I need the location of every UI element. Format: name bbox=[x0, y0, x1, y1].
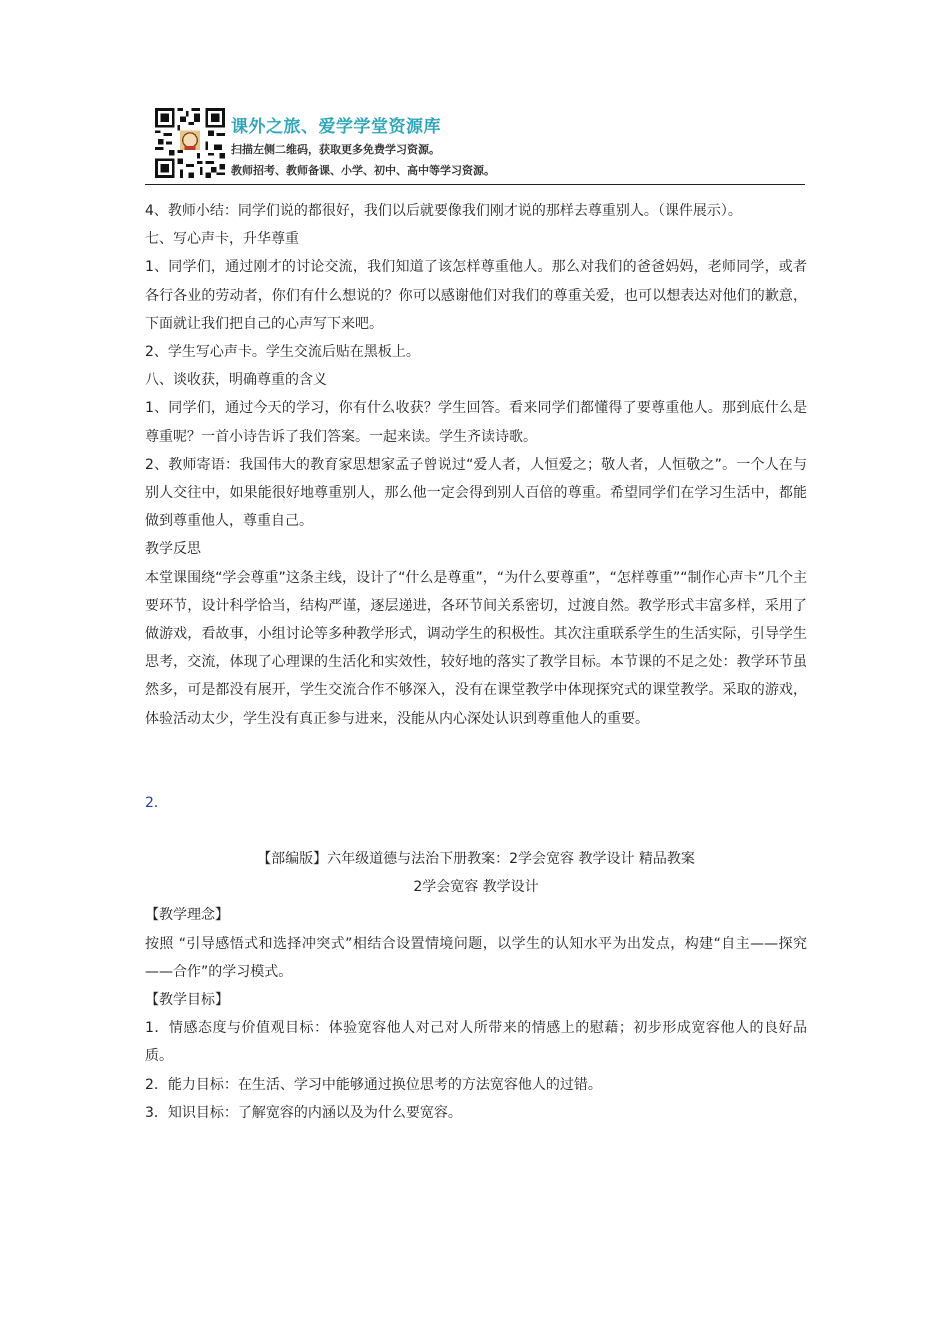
section-heading: 七、写心声卡，升华尊重 bbox=[145, 231, 299, 248]
paragraph: 按照 “引导感悟式和选择冲突式”相结合设置情境问题，以学生的认知水平为出发点，构建“自主——探究——合作”的学习模式。 bbox=[145, 935, 807, 980]
header-tagline-1: 扫描左侧二维码，获取更多免费学习资源。 bbox=[231, 143, 440, 156]
site-header bbox=[155, 108, 675, 184]
paragraph: 2．能力目标：在生活、学习中能够通过换位思考的方法宽容他人的过错。 bbox=[145, 1076, 602, 1093]
section-heading: 八、谈收获，明确尊重的含义 bbox=[145, 372, 327, 389]
section-heading: 【教学目标】 bbox=[145, 992, 229, 1009]
brand-title: 课外之旅、爱学学堂资源库 bbox=[231, 117, 441, 137]
paragraph: 1．情感态度与价值观目标：体验宽容他人对己对人所带来的情感上的慰藉；初步形成宽容他人的良好品质。 bbox=[145, 1020, 807, 1065]
paragraph: 2、教师寄语：我国伟大的教育家思想家孟子曾说过“爱人者，人恒爱之；敬人者，人恒敬之”。一个人在与别人交往中，如果能很好地尊重别人，那么他一定会得到别人百倍的尊重。希望同学们在学习生活中，都能做到尊重他人，尊重自己。 bbox=[145, 456, 807, 530]
paragraph: 3．知识目标：了解宽容的内涵以及为什么要宽容。 bbox=[145, 1104, 462, 1121]
lesson-subtitle: 2学会宽容 教学设计 bbox=[413, 879, 539, 896]
paragraph: 1、同学们，通过刚才的讨论交流，我们知道了该怎样尊重他人。那么对我们的爸爸妈妈，老师同学，或者各行各业的劳动者，你们有什么想说的？你可以感谢他们对我们的尊重关爱，也可以想表达对他们的歉意，下面就让我们把自己的心声写下来吧。 bbox=[145, 259, 807, 332]
header-tagline-2: 教师招考、教师备课、小学、初中、高中等学习资源。 bbox=[231, 164, 495, 177]
paragraph: 4、教师小结：同学们说的都很好，我们以后就要像我们刚才说的那样去尊重别人。（课件展示）。 bbox=[145, 203, 742, 219]
lesson-title: 【部编版】六年级道德与法治下册教案：2学会宽容 教学设计 精品教案 bbox=[257, 851, 695, 868]
paragraph: 2、学生写心声卡。学生交流后贴在黑板上。 bbox=[145, 344, 420, 361]
paragraph: 1、同学们，通过今天的学习，你有什么收获？学生回答。看来同学们都懂得了要尊重他人。那到底什么是尊重呢？一首小诗告诉了我们答案。一起来读。学生齐读诗歌。 bbox=[145, 400, 807, 445]
header-divider bbox=[145, 184, 805, 185]
section-heading: 【教学理念】 bbox=[145, 907, 229, 924]
qr-code-icon bbox=[155, 108, 225, 178]
paragraph: 本堂课围绕“学会尊重”这条主线，设计了“什么是尊重”，“为什么要尊重”，“怎样尊重”“制作心声卡”几个主要环节，设计科学恰当，结构严谨，逐层递进，各环节间关系密切，过渡自然。教学形式丰富多样，采用了做游戏，看故事，小组讨论等多种教学形式，调动学生的积极性。其次注重联系学生的生活实际，引导学生思考，交流，体现了心理课的生活化和实效性，较好地的落实了教学目标。本节课的不足之处：教学环节虽然多，可是都没有展开，学生交流合作不够深入，没有在课堂教学中体现探究式的课堂教学。采取的游戏，体验活动太少，学生没有真正参与进来，没能从内心深处认识到尊重他人的重要。 bbox=[145, 569, 807, 727]
document-body bbox=[145, 197, 807, 1127]
item-number: 2． bbox=[145, 794, 168, 811]
section-heading: 教学反思 bbox=[145, 541, 201, 558]
